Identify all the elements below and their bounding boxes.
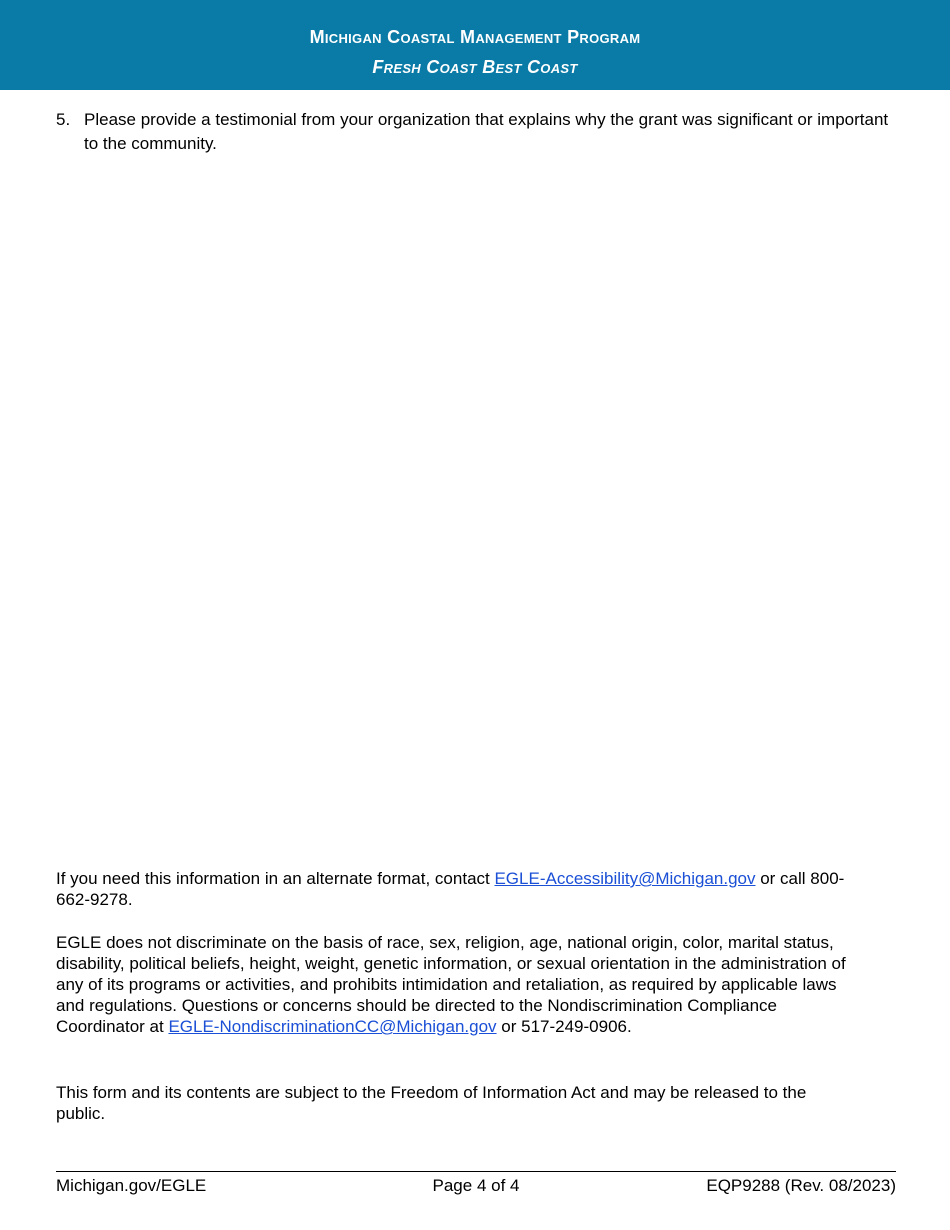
page-header (0, 0, 950, 90)
program-title: Michigan Coastal Management Program (309, 27, 641, 47)
question-text: Please provide a testimonial from your organization that explains why the grant was significant or important to the community. (84, 110, 889, 153)
footer-website: Michigan.gov/EGLE (56, 1176, 207, 1195)
program-tagline: Fresh Coast Best Coast (372, 57, 578, 77)
question-number: 5. (56, 110, 71, 129)
foia-notice: This form and its contents are subject to the Freedom of Information Act and may be released to the public. (56, 1083, 807, 1123)
nondiscrimination-email-link[interactable]: EGLE-NondiscriminationCC@Michigan.gov (168, 1017, 497, 1036)
question-5 (56, 108, 896, 156)
page-footer (56, 1175, 896, 1197)
accessibility-text-before: If you need this information in an alternate format, contact (56, 869, 495, 888)
nondiscrimination-text-after: or 517-249-0906. (496, 1017, 632, 1036)
nondiscrimination-text-before: EGLE does not discriminate on the basis of race, sex, religion, age, national origin, color, marital status, disability, political beliefs, height, weight, genetic information, or sexual orientation in the administration of any of its programs or activities, and prohibits intimidation and retaliation, as required by applicable laws and regulations. Questions or concerns should be directed to the Nondiscrimination Compliance Coordinator at (56, 933, 846, 1036)
accessibility-text-after: or call 800-662-9278. (56, 869, 845, 909)
accessibility-notice (56, 868, 856, 910)
footer-form-id: EQP9288 (Rev. 08/2023) (706, 1176, 896, 1195)
accessibility-email-link[interactable]: EGLE-Accessibility@Michigan.gov (494, 869, 756, 888)
nondiscrimination-notice (56, 932, 856, 1037)
footer-divider (56, 1171, 896, 1172)
footer-page-number: Page 4 of 4 (432, 1176, 520, 1195)
